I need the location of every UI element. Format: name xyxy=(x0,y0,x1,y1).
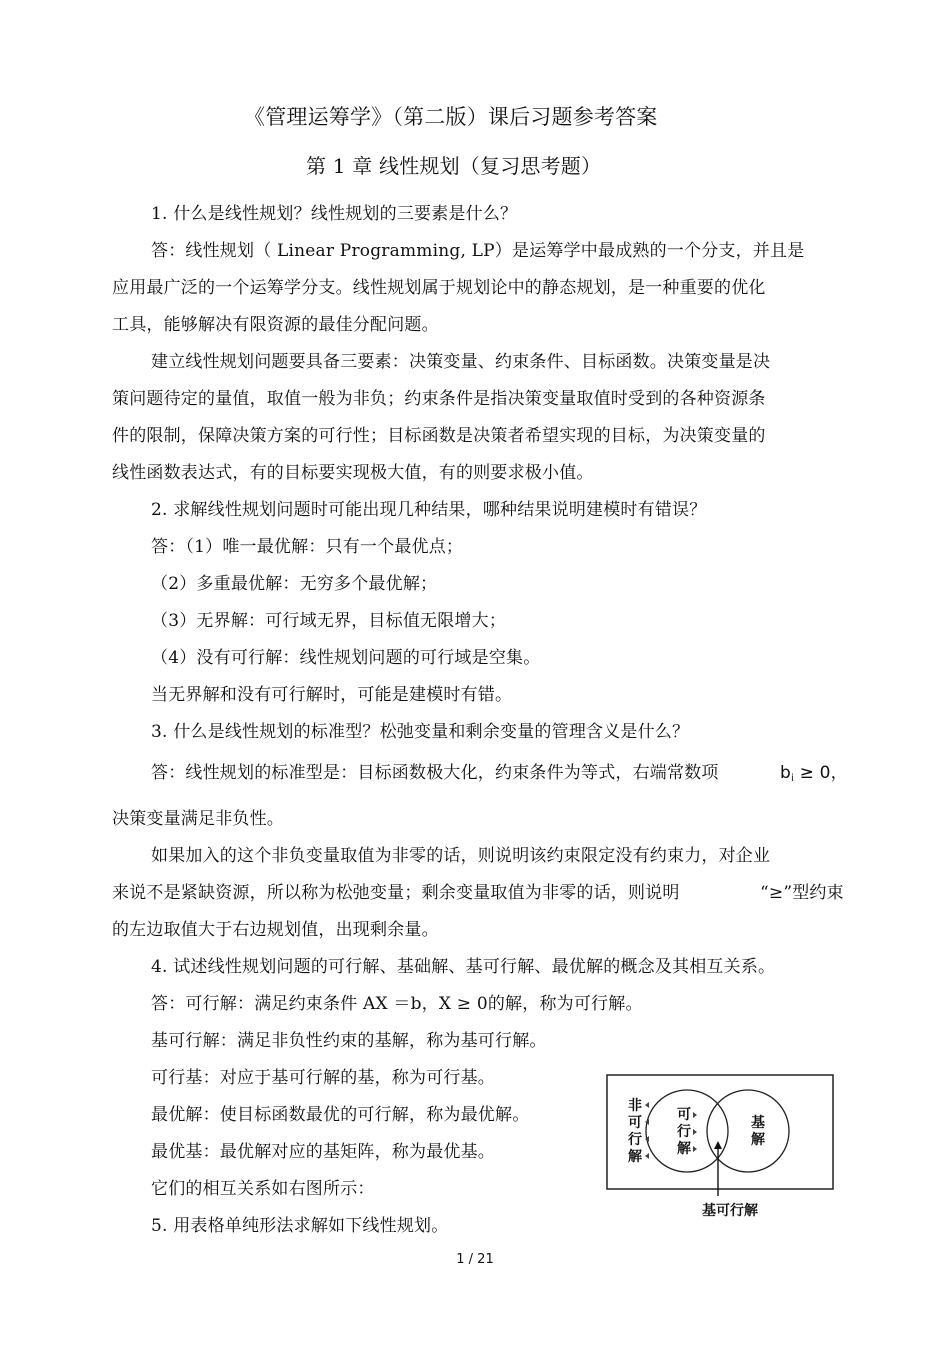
answer-1-line: 线性函数表达式，有的目标要实现极大值，有的则要求极小值。 xyxy=(112,463,594,483)
answer-1-line: 答：线性规划（ Linear Programming, LP）是运筹学中最成熟的一个分支，并且是 xyxy=(151,241,805,261)
document-title: 《管理运筹学》（第二版）课后习题参考答案 xyxy=(244,105,658,129)
answer-4-line: 最优解：使目标函数最优的可行解，称为最优解。 xyxy=(151,1105,530,1125)
solution-relationship-diagram xyxy=(604,1071,836,1221)
answer-1-line: 件的限制，保障决策方案的可行性；目标函数是决策者希望实现的目标，为决策变量的 xyxy=(112,426,766,446)
basic-solution-circle xyxy=(707,1090,789,1172)
arrow-marker xyxy=(645,1153,649,1159)
answer-3-line: 答：线性规划的标准型是：目标函数极大化，约束条件为等式，右端常数项 xyxy=(151,763,719,783)
answer-4-line: 答：可行解：满足约束条件 AX ＝b，X ≥ 0的解，称为可行解。 xyxy=(151,994,643,1014)
answer-4-line: 它们的相互关系如右图所示： xyxy=(151,1179,375,1199)
answer-2-line: （3）无界解：可行域无界，目标值无限增大； xyxy=(151,611,507,631)
answer-1-line: 建立线性规划问题要具备三要素：决策变量、约束条件、目标函数。决策变量是决 xyxy=(151,352,771,372)
question-1: 1. 什么是线性规划？线性规划的三要素是什么？ xyxy=(151,204,518,224)
answer-3-formula: $b_i \ge 0$， xyxy=(780,763,848,784)
answer-3-line: 如果加入的这个非负变量取值为非零的话，则说明该约束限定没有约束力，对企业 xyxy=(151,846,771,866)
question-2: 2. 求解线性规划问题时可能出现几种结果，哪种结果说明建模时有错误？ xyxy=(151,500,707,520)
arrow-marker xyxy=(693,1112,697,1118)
arrow-marker xyxy=(693,1146,697,1152)
question-3: 3. 什么是线性规划的标准型？松弛变量和剩余变量的管理含义是什么？ xyxy=(151,722,690,742)
mid-label-char: 解 xyxy=(677,1141,691,1157)
mid-label-char: 行 xyxy=(677,1124,691,1140)
mid-label-char: 可 xyxy=(677,1107,691,1123)
arrow-marker xyxy=(693,1129,697,1135)
answer-2-line: 当无界解和没有可行解时，可能是建模时有错。 xyxy=(151,685,513,705)
right-label-char: 解 xyxy=(751,1132,765,1148)
arrow-marker xyxy=(645,1102,649,1108)
pointer-arrowhead xyxy=(714,1141,722,1149)
left-label-char: 解 xyxy=(628,1149,642,1165)
answer-1-line: 策问题待定的量值，取值一般为非负；约束条件是指决策变量取值时受到的各种资源条 xyxy=(112,389,766,409)
answer-4-line: 基可行解：满足非负性约束的基解，称为基可行解。 xyxy=(151,1031,547,1051)
answer-3-line-end: “≥”型约束 xyxy=(760,883,844,903)
answer-1-line: 应用最广泛的一个运筹学分支。线性规划属于规划论中的静态规划，是一种重要的优化 xyxy=(112,278,766,298)
chapter-heading: 第 1 章 线性规划（复习思考题） xyxy=(306,154,602,178)
answer-1-line: 工具，能够解决有限资源的最佳分配问题。 xyxy=(112,315,439,335)
left-label-char: 非 xyxy=(628,1098,642,1114)
left-label-char: 可 xyxy=(628,1115,642,1131)
bottom-label: 基可行解 xyxy=(702,1203,758,1219)
answer-3-line: 的左边取值大于右边规划值，出现剩余量。 xyxy=(112,920,439,940)
answer-4-line: 可行基：对应于基可行解的基，称为可行基。 xyxy=(151,1068,495,1088)
left-label-char: 行 xyxy=(628,1132,642,1148)
answer-3-line: 决策变量满足非负性。 xyxy=(112,809,284,829)
answer-2-line: （2）多重最优解：无穷多个最优解； xyxy=(151,574,438,594)
page-number: 1 / 21 xyxy=(456,1252,494,1267)
answer-2-line: 答：（1）唯一最优解：只有一个最优点； xyxy=(151,537,464,557)
question-5: 5. 用表格单纯形法求解如下线性规划。 xyxy=(151,1216,449,1236)
answer-4-line: 最优基：最优解对应的基矩阵，称为最优基。 xyxy=(151,1142,495,1162)
question-4: 4. 试述线性规划问题的可行解、基础解、基可行解、最优解的概念及其相互关系。 xyxy=(151,957,776,977)
answer-3-line: 来说不是紧缺资源，所以称为松弛变量；剩余变量取值为非零的话，则说明 xyxy=(112,883,680,903)
answer-2-line: （4）没有可行解：线性规划问题的可行域是空集。 xyxy=(151,648,541,668)
right-label-char: 基 xyxy=(751,1115,765,1131)
